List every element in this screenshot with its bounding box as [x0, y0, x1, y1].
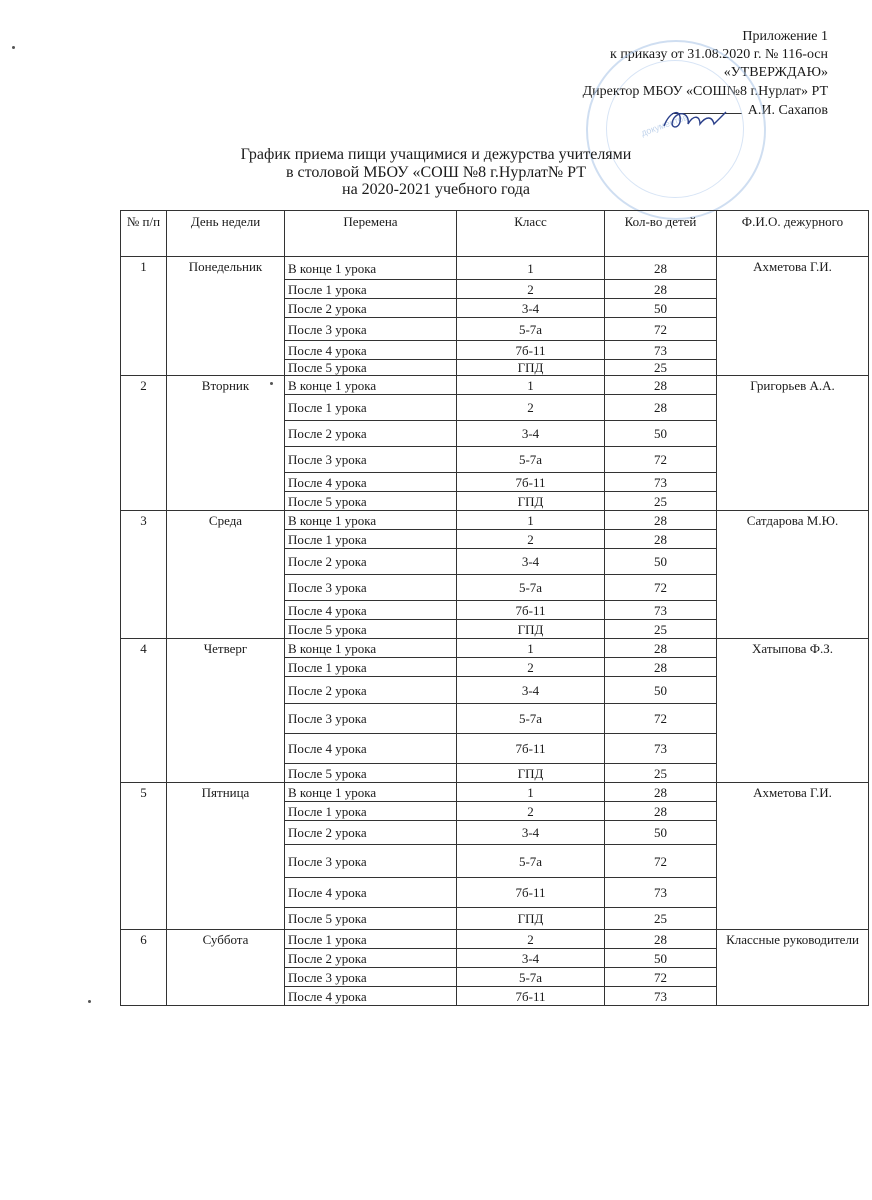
period-cell: После 1 урока [285, 658, 457, 677]
period-cell: После 4 урока [285, 473, 457, 492]
weekday: Понедельник [167, 257, 285, 376]
count-cell: 50 [605, 949, 717, 968]
class-cell: 7б-11 [457, 601, 605, 620]
table-row [121, 511, 869, 530]
weekday: Пятница [167, 783, 285, 930]
class-cell: 3-4 [457, 549, 605, 575]
weekday: Среда [167, 511, 285, 639]
class-cell: 7б-11 [457, 473, 605, 492]
period-cell: После 4 урока [285, 601, 457, 620]
class-cell: 2 [457, 930, 605, 949]
count-cell: 28 [605, 530, 717, 549]
scan-speck [12, 46, 15, 49]
class-cell: 1 [457, 257, 605, 280]
period-cell: В конце 1 урока [285, 783, 457, 802]
header-count: Кол-во детей [605, 211, 717, 257]
period-cell: После 1 урока [285, 530, 457, 549]
row-number: 6 [121, 930, 167, 1006]
class-cell: ГПД [457, 360, 605, 376]
class-cell: 2 [457, 280, 605, 299]
period-cell: После 4 урока [285, 734, 457, 764]
count-cell: 72 [605, 318, 717, 341]
period-cell: После 1 урока [285, 802, 457, 821]
duty-teacher: Григорьев А.А. [717, 376, 869, 511]
count-cell: 28 [605, 783, 717, 802]
table-row [121, 639, 869, 658]
count-cell: 25 [605, 360, 717, 376]
duty-teacher: Ахметова Г.И. [717, 257, 869, 376]
class-cell: 2 [457, 530, 605, 549]
header-duty: Ф.И.О. дежурного [717, 211, 869, 257]
count-cell: 50 [605, 549, 717, 575]
count-cell: 73 [605, 601, 717, 620]
class-cell: 2 [457, 802, 605, 821]
class-cell: ГПД [457, 620, 605, 639]
class-cell: 3-4 [457, 949, 605, 968]
period-cell: После 3 урока [285, 318, 457, 341]
title-line-2: в столовой МБОУ «СОШ №8 г.Нурлат№ РТ [285, 163, 587, 181]
schedule-table [120, 210, 869, 1006]
period-cell: В конце 1 урока [285, 376, 457, 395]
count-cell: 28 [605, 511, 717, 530]
class-cell: 5-7а [457, 845, 605, 878]
period-cell: После 4 урока [285, 987, 457, 1006]
duty-teacher: Ахметова Г.И. [717, 783, 869, 930]
director-title: Директор МБОУ «СОШ№8 г.Нурлат» РТ [582, 83, 828, 99]
period-cell: После 2 урока [285, 677, 457, 704]
title-line-3: на 2020-2021 учебного года [342, 181, 530, 198]
weekday: Суббота [167, 930, 285, 1006]
count-cell: 72 [605, 575, 717, 601]
period-cell: После 2 урока [285, 821, 457, 845]
table-header-row [121, 211, 869, 257]
class-cell: 2 [457, 658, 605, 677]
period-cell: После 5 урока [285, 620, 457, 639]
count-cell: 50 [605, 677, 717, 704]
class-cell: 3-4 [457, 299, 605, 318]
class-cell: 3-4 [457, 821, 605, 845]
signature-underline [672, 101, 742, 114]
class-cell: 5-7а [457, 447, 605, 473]
class-cell: 5-7а [457, 704, 605, 734]
duty-teacher: Сатдарова М.Ю. [717, 511, 869, 639]
document-title [0, 146, 872, 199]
period-cell: После 3 урока [285, 968, 457, 987]
table-row [121, 376, 869, 395]
count-cell: 73 [605, 734, 717, 764]
period-cell: После 2 урока [285, 421, 457, 447]
count-cell: 28 [605, 658, 717, 677]
weekday: Четверг [167, 639, 285, 783]
period-cell: После 3 урока [285, 575, 457, 601]
director-name: А.И. Сахапов [747, 102, 828, 118]
period-cell: После 2 урока [285, 949, 457, 968]
class-cell: 5-7а [457, 318, 605, 341]
class-cell: ГПД [457, 908, 605, 930]
class-cell: 7б-11 [457, 878, 605, 908]
row-number: 3 [121, 511, 167, 639]
count-cell: 28 [605, 395, 717, 421]
class-cell: 5-7а [457, 968, 605, 987]
row-number: 4 [121, 639, 167, 783]
period-cell: После 3 урока [285, 704, 457, 734]
count-cell: 25 [605, 908, 717, 930]
class-cell: 5-7а [457, 575, 605, 601]
count-cell: 28 [605, 639, 717, 658]
period-cell: В конце 1 урока [285, 639, 457, 658]
row-number: 5 [121, 783, 167, 930]
approve-label: «УТВЕРЖДАЮ» [723, 65, 828, 81]
signer-line [583, 101, 828, 120]
count-cell: 25 [605, 492, 717, 511]
class-cell: 3-4 [457, 421, 605, 447]
count-cell: 25 [605, 764, 717, 783]
class-cell: 7б-11 [457, 734, 605, 764]
class-cell: 2 [457, 395, 605, 421]
scan-speck [88, 1000, 91, 1003]
table-row [121, 257, 869, 280]
header-day: День недели [167, 211, 285, 257]
header-period: Перемена [285, 211, 457, 257]
class-cell: 1 [457, 511, 605, 530]
class-cell: 7б-11 [457, 987, 605, 1006]
period-cell: После 2 урока [285, 299, 457, 318]
period-cell: После 2 урока [285, 549, 457, 575]
weekday: Вторник [167, 376, 285, 511]
header-class: Класс [457, 211, 605, 257]
count-cell: 25 [605, 620, 717, 639]
class-cell: 3-4 [457, 677, 605, 704]
header-number: № п/п [121, 211, 167, 257]
count-cell: 50 [605, 299, 717, 318]
period-cell: После 1 урока [285, 395, 457, 421]
period-cell: После 3 урока [285, 447, 457, 473]
duty-teacher: Хатыпова Ф.З. [717, 639, 869, 783]
row-number: 2 [121, 376, 167, 511]
period-cell: В конце 1 урока [285, 511, 457, 530]
order-reference: к приказу от 31.08.2020 г. № 116-осн [610, 47, 828, 63]
count-cell: 28 [605, 802, 717, 821]
title-line-1: График приема пищи учащимися и дежурства учителями [240, 146, 632, 163]
count-cell: 72 [605, 968, 717, 987]
count-cell: 50 [605, 821, 717, 845]
scan-speck [270, 382, 273, 385]
count-cell: 73 [605, 987, 717, 1006]
count-cell: 73 [605, 341, 717, 360]
table-row [121, 783, 869, 802]
count-cell: 73 [605, 473, 717, 492]
class-cell: ГПД [457, 492, 605, 511]
stamp-text: документов [639, 111, 689, 139]
period-cell: После 4 урока [285, 878, 457, 908]
count-cell: 72 [605, 845, 717, 878]
appendix-label: Приложение 1 [742, 29, 828, 44]
period-cell: После 4 урока [285, 341, 457, 360]
period-cell: В конце 1 урока [285, 257, 457, 280]
count-cell: 28 [605, 376, 717, 395]
count-cell: 72 [605, 447, 717, 473]
row-number: 1 [121, 257, 167, 376]
class-cell: 1 [457, 783, 605, 802]
table-row [121, 930, 869, 949]
period-cell: После 1 урока [285, 930, 457, 949]
count-cell: 28 [605, 930, 717, 949]
class-cell: 1 [457, 639, 605, 658]
period-cell: После 3 урока [285, 845, 457, 878]
count-cell: 28 [605, 257, 717, 280]
class-cell: 1 [457, 376, 605, 395]
period-cell: После 5 урока [285, 908, 457, 930]
approval-block [583, 28, 828, 120]
count-cell: 73 [605, 878, 717, 908]
schedule-body [121, 257, 869, 1006]
class-cell: 7б-11 [457, 341, 605, 360]
period-cell: После 1 урока [285, 280, 457, 299]
count-cell: 72 [605, 704, 717, 734]
count-cell: 28 [605, 280, 717, 299]
class-cell: ГПД [457, 764, 605, 783]
period-cell: После 5 урока [285, 360, 457, 376]
count-cell: 50 [605, 421, 717, 447]
period-cell: После 5 урока [285, 492, 457, 511]
duty-teacher: Классные руководители [717, 930, 869, 1006]
period-cell: После 5 урока [285, 764, 457, 783]
